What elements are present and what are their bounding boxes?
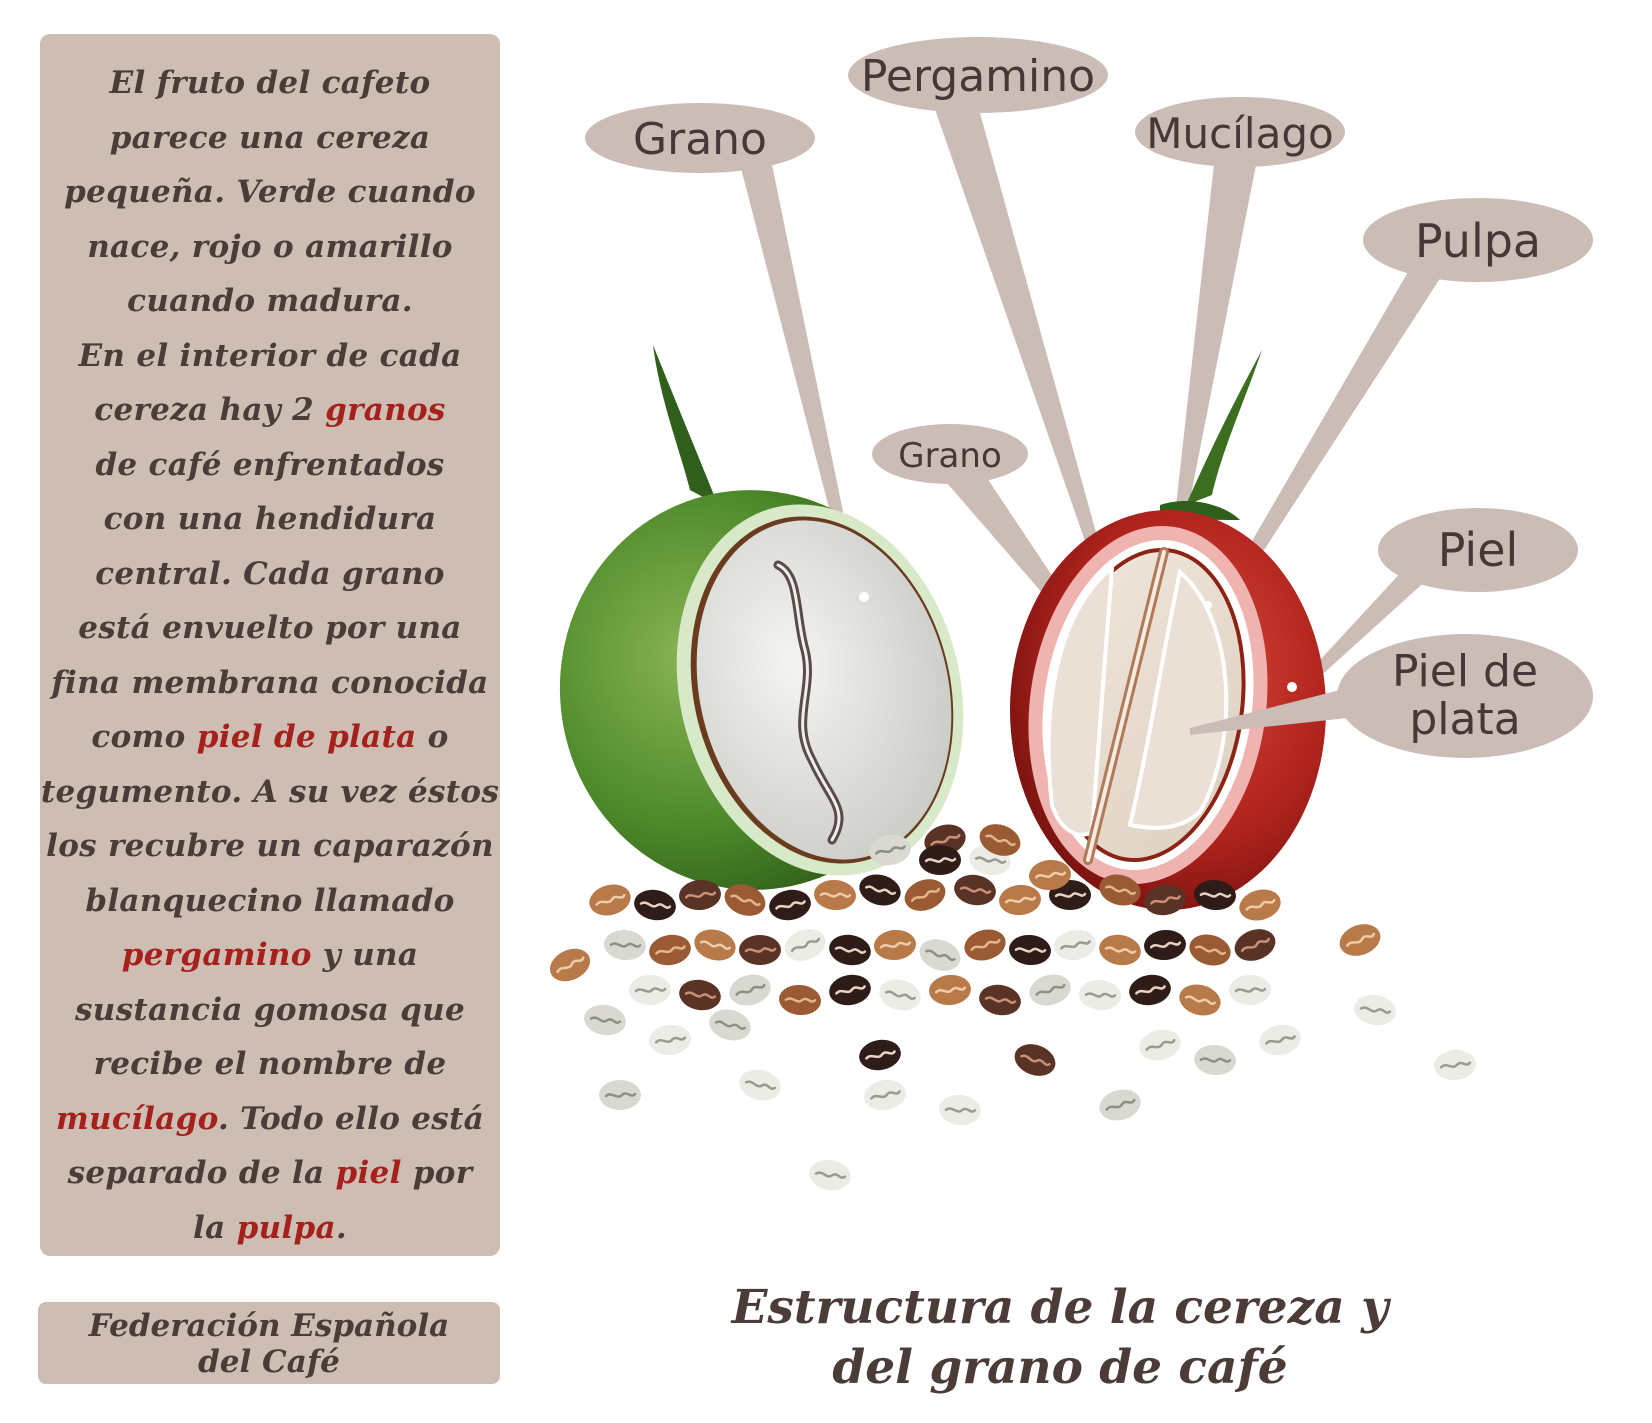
description-fragment: parece una cereza	[109, 119, 431, 156]
label-pulpa: Pulpa	[1414, 214, 1542, 268]
description-fragment: pequeña. Verde cuando	[64, 174, 476, 210]
coffee-bean	[767, 887, 814, 924]
coffee-bean	[1352, 992, 1399, 1029]
description-fragment: tegumento. A su vez éstos	[40, 773, 500, 810]
credit-line-2: del Café	[198, 1344, 340, 1380]
coffee-bean	[1236, 885, 1284, 925]
coffee-bean	[629, 975, 671, 1005]
label-mucilago: Mucílago	[1146, 109, 1334, 158]
coffee-bean	[780, 924, 830, 967]
coffee-bean	[862, 1077, 909, 1114]
coffee-bean	[632, 887, 679, 924]
coffee-bean	[736, 1065, 784, 1105]
highlighted-term: piel de plata	[196, 719, 417, 755]
coffee-bean	[1008, 933, 1052, 967]
coffee-bean	[1078, 978, 1122, 1012]
description-fragment: los recubre un caparazón	[46, 828, 494, 864]
highlighted-term: granos	[325, 392, 446, 428]
description-fragment: cuando madura.	[127, 283, 413, 319]
description-fragment: El fruto del cafeto	[109, 65, 431, 101]
coffee-bean	[919, 845, 961, 875]
coffee-bean	[706, 1005, 754, 1045]
coffee-bean	[586, 880, 634, 920]
coffee-bean	[647, 932, 694, 969]
coffee-bean	[857, 1037, 904, 1074]
description-fragment: la	[193, 1209, 237, 1246]
coffee-bean	[1026, 970, 1074, 1010]
coffee-bean	[873, 928, 917, 962]
coffee-bean	[648, 1023, 692, 1057]
description-fragment: con una hendidura	[103, 501, 437, 537]
description-fragment: fina membrana conocida	[51, 664, 489, 701]
label-pergamino: Pergamino	[860, 51, 1096, 102]
coffee-bean	[739, 935, 781, 965]
coffee-bean	[691, 925, 739, 965]
coffee-bean	[977, 982, 1024, 1019]
description-fragment: nace, rojo o amarillo	[87, 228, 453, 265]
coffee-bean	[1097, 932, 1144, 969]
label-piel: Piel	[1437, 523, 1519, 577]
coffee-bean	[915, 934, 965, 977]
coffee-bean	[1127, 972, 1174, 1009]
label-piel-de-plata-1: Piel de	[1391, 646, 1539, 697]
coffee-bean	[813, 878, 857, 912]
description-fragment: En el interior de cada	[78, 337, 462, 374]
coffee-bean	[1136, 1025, 1184, 1065]
label-piel-de-plata-2: plata	[1409, 694, 1521, 745]
description-fragment: como	[91, 719, 197, 755]
coffee-bean	[1433, 1048, 1477, 1082]
coffee-bean	[1335, 919, 1385, 962]
description-fragment: y una	[311, 937, 419, 973]
coffee-bean	[1096, 1085, 1144, 1125]
label-grano-top: Grano	[633, 114, 767, 165]
coffee-bean	[1143, 928, 1187, 962]
coffee-bean	[900, 874, 950, 917]
coffee-bean	[998, 883, 1042, 917]
coffee-bean	[1193, 1043, 1237, 1077]
coffee-bean	[856, 870, 904, 910]
coffee-bean	[1176, 980, 1224, 1020]
label-grano-small: Grano	[898, 436, 1002, 476]
coffee-bean	[1052, 927, 1099, 964]
description-fragment: .	[335, 1209, 347, 1246]
highlighted-term: pergamino	[121, 937, 312, 973]
description-fragment: o	[416, 719, 449, 755]
coffee-bean	[778, 983, 822, 1017]
coffee-bean	[726, 970, 774, 1010]
description-fragment: blanquecino llamado	[85, 882, 455, 919]
coffee-bean	[876, 975, 924, 1015]
coffee-bean	[928, 973, 972, 1007]
highlighted-term: pulpa	[236, 1209, 336, 1246]
coffee-bean	[1230, 924, 1280, 967]
caption-line-2: del grano de café	[832, 1340, 1288, 1395]
coffee-bean	[1010, 1039, 1060, 1082]
coffee-bean	[938, 1093, 982, 1127]
credit-line-1: Federación Española	[88, 1308, 450, 1344]
coffee-bean	[599, 1080, 641, 1110]
coffee-bean	[582, 1002, 629, 1039]
description-fragment: de café enfrentados	[95, 446, 445, 483]
coffee-bean	[1186, 930, 1234, 970]
coffee-bean	[827, 932, 874, 969]
description-fragment: está envuelto por una	[78, 610, 462, 646]
coffee-bean	[807, 1157, 854, 1194]
description-fragment: por	[401, 1155, 473, 1191]
highlighted-term: mucílago	[55, 1100, 218, 1137]
description-fragment: . Todo ello está	[218, 1100, 485, 1137]
description-fragment: separado de la	[67, 1155, 336, 1191]
coffee-bean	[677, 977, 724, 1014]
description-fragment: sustancia gomosa que	[74, 991, 466, 1028]
description-fragment: cereza hay 2	[94, 392, 326, 428]
coffee-bean	[1229, 975, 1271, 1005]
highlighted-term: piel	[335, 1155, 402, 1191]
caption-line-1: Estructura de la cereza y	[731, 1280, 1389, 1335]
coffee-bean	[827, 972, 874, 1009]
description-fragment: central. Cada grano	[95, 555, 445, 592]
coffee-bean	[1257, 1022, 1304, 1059]
description-fragment: recibe el nombre de	[93, 1046, 447, 1082]
coffee-bean	[545, 943, 596, 988]
coffee-bean	[603, 928, 647, 962]
coffee-bean	[952, 872, 999, 909]
coffee-bean	[961, 925, 1009, 965]
